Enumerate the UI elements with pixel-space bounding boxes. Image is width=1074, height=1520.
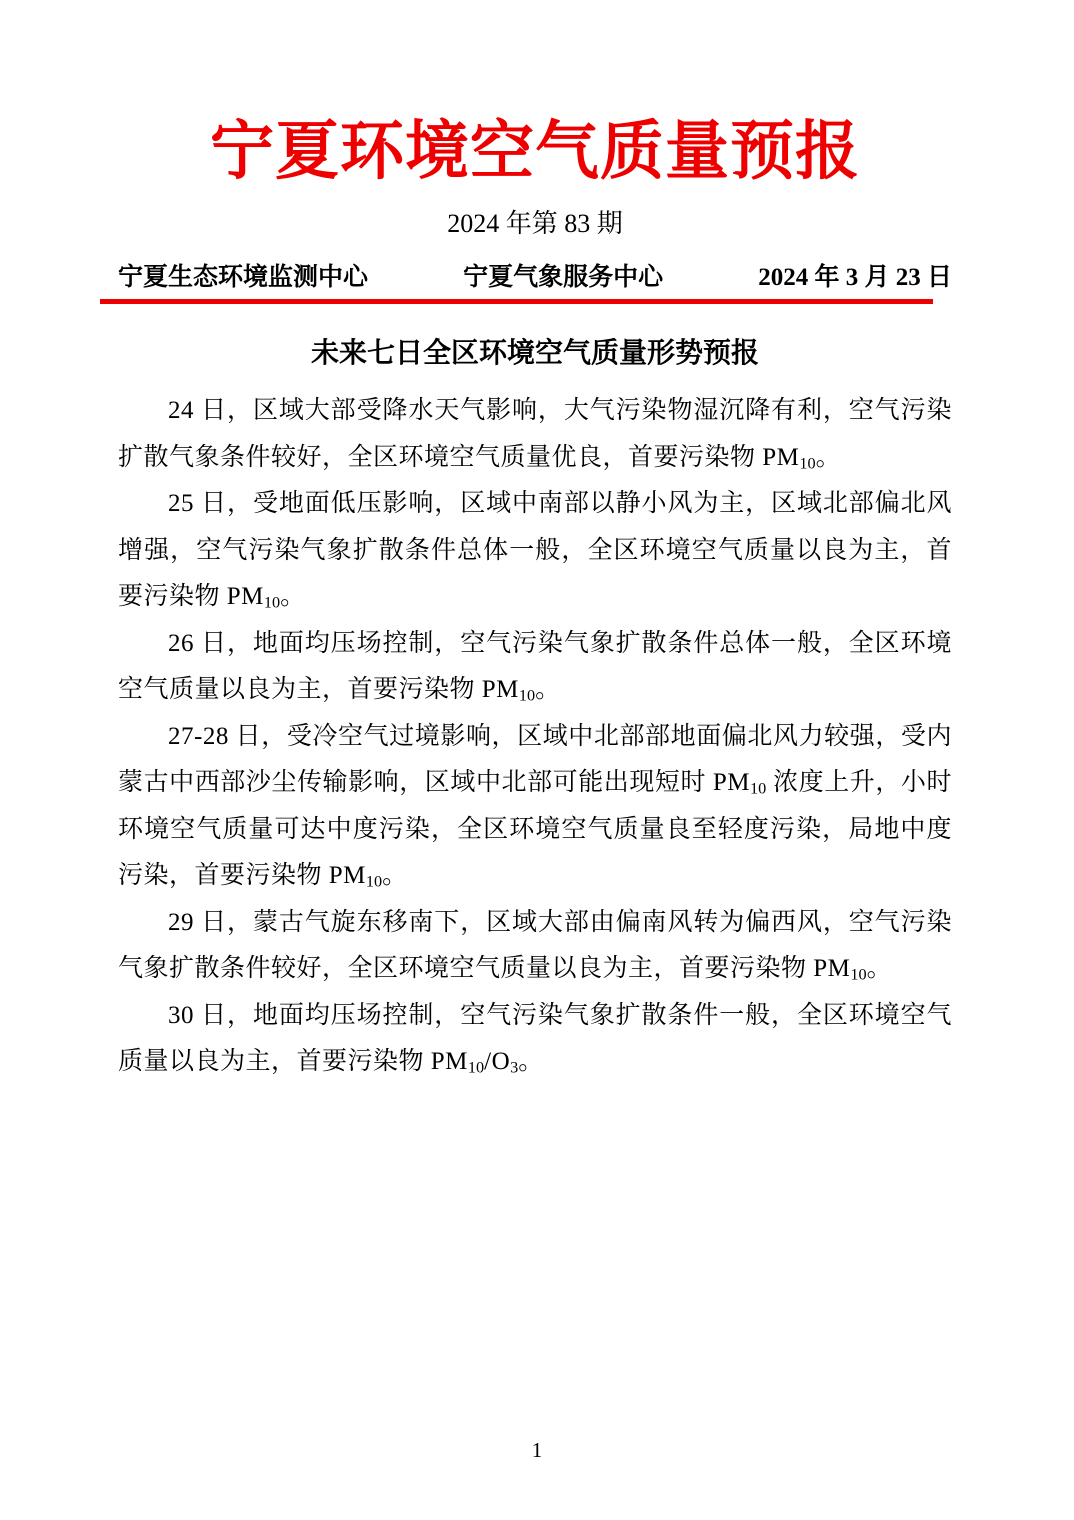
forecast-paragraph: 24 日，区域大部受降水天气影响，大气污染物湿沉降有利，空气污染扩散气象条件较好，全区环境空气质量优良，首要污染物 $PM_{10}$。 [118, 397, 952, 472]
issue-number: 2024 年第 83 期 [447, 209, 623, 238]
forecast-paragraph: 27-28 日，受冷空气过境影响，区域中北部部地面偏北风力较强，受内蒙古中西部沙尘传输影响，区域中北部可能出现短时 $PM_{10}$ 浓度上升，小时环境空气质量可达中度污染，全区环境空气质量良至轻度污染，局地中度污染，首要污染物 $PM_{10}$。 [118, 722, 952, 891]
forecast-paragraph: 25 日，受地面低压影响，区域中南部以静小风为主，区域北部偏北风增强，空气污染气象扩散条件总体一般，全区环境空气质量以良为主，首要污染物 $PM_{10}$。 [118, 490, 952, 612]
masthead-row [118, 263, 952, 293]
page-number: 1 [531, 1438, 543, 1462]
forecast-paragraph: 29 日，蒙古气旋东移南下，区域大部由偏南风转为偏西风，空气污染气象扩散条件较好，全区环境空气质量以良为主，首要污染物 $PM_{10}$。 [118, 908, 952, 984]
forecast-paragraphs [118, 388, 952, 1086]
forecast-paragraph: 30 日，地面均压场控制，空气污染气象扩散条件一般，全区环境空气质量以良为主，首要污染物 $PM_{10}/O_3$。 [118, 1001, 952, 1077]
issue-date: 2024 年 3 月 23 日 [758, 264, 952, 291]
header-rule [100, 299, 933, 304]
section-heading: 未来七日全区环境空气质量形势预报 [310, 338, 759, 369]
forecast-paragraph: 26 日，地面均压场控制，空气污染气象扩散条件总体一般，全区环境空气质量以良为主，首要污染物 $PM_{10}$。 [118, 629, 952, 705]
issuing-org-environment: 宁夏生态环境监测中心 [118, 264, 369, 291]
issuing-org-meteorology: 宁夏气象服务中心 [463, 264, 664, 291]
document-title: 宁夏环境空气质量预报 [210, 116, 860, 187]
